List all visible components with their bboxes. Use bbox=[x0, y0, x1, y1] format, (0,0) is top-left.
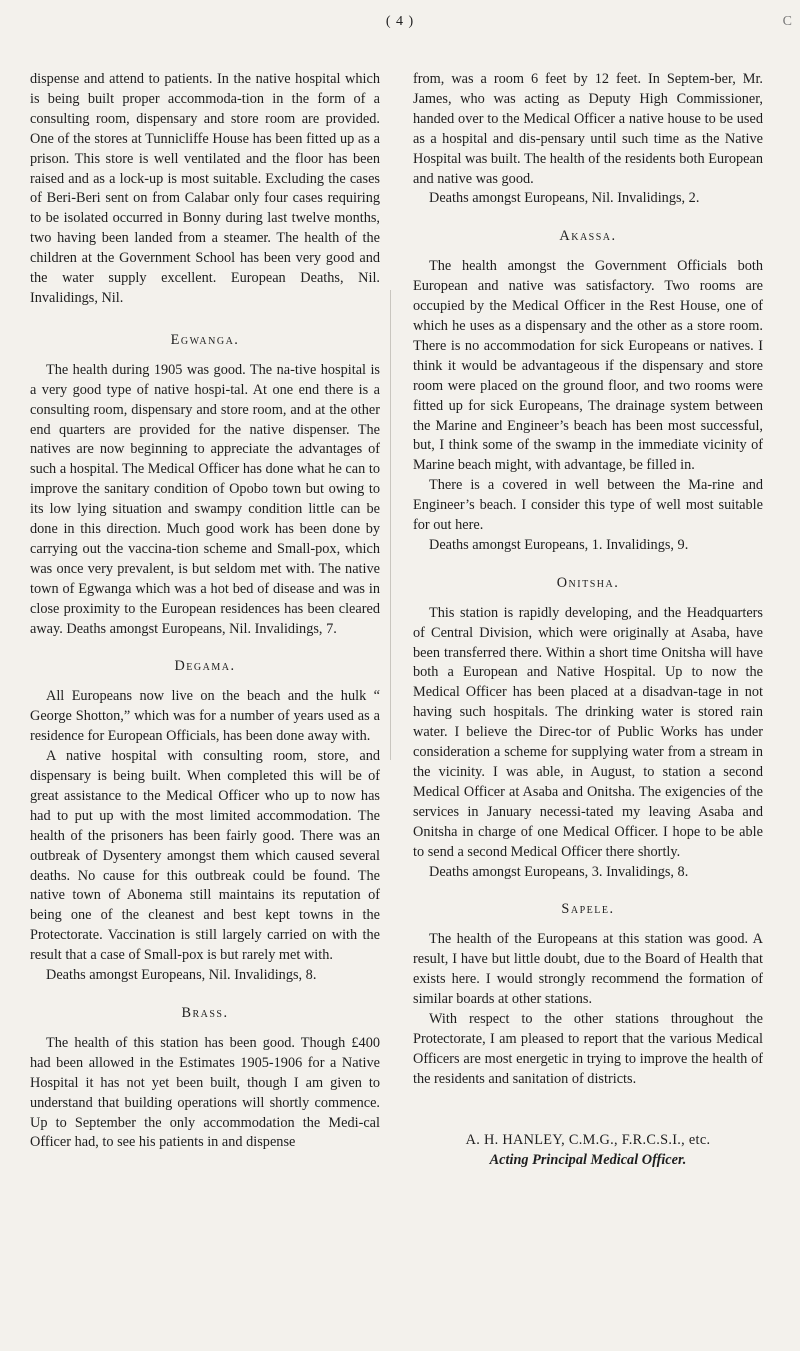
signature-title: Acting Principal Medical Officer. bbox=[489, 1151, 687, 1168]
signature-name: A. H. HANLEY, C.M.G., F.R.C.S.I., etc. bbox=[465, 1131, 711, 1148]
akassa-paragraph-1: The health amongst the Government Officials both European and native was satisfactory. Two rooms are occupied by the Medical Officer in the Rest House, one of which he uses as a dispensary and the other as a store room. There is no accommodation for sick Europeans or natives. I think it would be advantageous if the dispensary and store room were placed on the ground floor, and two rooms were fitted up for sick Europeans, The drainage system between the Marine and Engineer’s beach has been most successful, but, I think some of the swamp in the immediate vicinity of Marine beach might, with advantage, be filled in. bbox=[413, 258, 763, 474]
brass-paragraph: The health of this station has been good. Though £400 had been allowed in the Estimates 1905-1906 for a Native Hospital it has not yet been built, though I am given to understand that building operations will shortly commence. Up to September the only accommodation the Medi-cal Officer had, to see his patients in and dispense bbox=[30, 1034, 380, 1151]
right-column bbox=[413, 70, 763, 1170]
egwanga-heading: Egwanga. bbox=[170, 331, 240, 348]
onitsha-heading: Onitsha. bbox=[556, 574, 620, 591]
page-number: ( 4 ) bbox=[385, 14, 415, 29]
akassa-heading: Akassa. bbox=[559, 228, 617, 245]
onitsha-paragraph-1: This station is rapidly developing, and the Headquarters of Central Division, which were originally at Asaba, have been transferred there. Within a short time Onitsha will have both a European and Native Hospital. Up to now the Medical Officer has been placed at a disadvan-tage in not having such hospitals. The drinking water is stored rain water. I believe the Direc-tor of Public Works has under consideration a scheme for supplying water from a stream in the vicinity. I was able, in August, to station a second Medical Officer at Asaba and Onitsha. The exigencies of the services in January necessi-tated my leaving Asaba and Onitsha in charge of one Medical Officer. I hope to be able to send a second Medical Officer there shortly. bbox=[413, 604, 763, 860]
sapele-paragraph-2: With respect to the other stations throughout the Protectorate, I am pleased to report that the various Medical Officers are most energetic in trying to improve the health of the residents and sanitation of districts. bbox=[413, 1010, 763, 1087]
brass-heading: Brass. bbox=[181, 1004, 229, 1021]
egwanga-paragraph: The health during 1905 was good. The na-tive hospital is a very good type of native hospi-tal. At one end there is a consulting room, dispensary and store room, and at the other end quarters are provided for the native dispenser. The natives are now beginning to appreciate the advantages of such a hospital. The Medical Officer has done what he can to improve the sanitary condition of Opobo town but owing to its low lying situation and swampy condition little can be done in this direction. Much good work has been done by carrying out the vaccina-tion scheme and Small-pox, which was once very prevalent, is but seldom met with. The native town of Egwanga which was a hot bed of disease and was in close proximity to the European residences has been cleared away. Deaths amongst Europeans, Nil. Invalidings, 7. bbox=[30, 361, 380, 637]
sapele-paragraph-1: The health of the Europeans at this station was good. A result, I have but little doubt, due to the Board of Health that exists here. I would strongly recommend the formation of similar boards at other stations. bbox=[413, 931, 763, 1008]
brass-continued-paragraph: from, was a room 6 feet by 12 feet. In Septem-ber, Mr. James, who was acting as Deputy High Commissioner, handed over to the Medical Officer a native house to be used as a hospital and dis-pensary until such time as the Native Hospital was built. The health of the residents both European and native was good. bbox=[413, 71, 763, 187]
corner-mark: C bbox=[782, 14, 792, 29]
akassa-paragraph-2: There is a covered in well between the Ma-rine and Engineer’s beach. I consider this type of well most suitable for out here. bbox=[413, 477, 763, 534]
akassa-paragraph-3: Deaths amongst Europeans, 1. Invalidings, 9. bbox=[429, 536, 689, 553]
left-column bbox=[30, 70, 380, 1153]
column-divider bbox=[390, 290, 391, 760]
onitsha-paragraph-2: Deaths amongst Europeans, 3. Invalidings, 8. bbox=[429, 863, 689, 880]
degama-paragraph-3: Deaths amongst Europeans, Nil. Invalidings, 8. bbox=[46, 967, 317, 984]
intro-paragraph: dispense and attend to patients. In the native hospital which is being built proper accommoda-tion in the form of a consulting room, dispensary and store room are provided. One of the stores at Tunnicliffe House has been fitted up as a prison. This store is well ventilated and the floor has been raised and as a lock-up is most suitable. Excluding the cases of Beri-Beri sent on from Calabar only four cases requiring to be isolated occurred in Bonny during last twelve months, two having been landed from a steamer. The health of the children at the Government School has been very good and the water supply excellent. European Deaths, Nil. Invalidings, Nil. bbox=[30, 71, 380, 306]
degama-heading: Degama. bbox=[174, 658, 236, 675]
degama-paragraph-1: All Europeans now live on the beach and the hulk “ George Shotton,” which was for a number of years used as a residence for European Officials, has been done away with. bbox=[30, 688, 380, 745]
signature-block bbox=[413, 1130, 763, 1170]
brass-deaths-paragraph: Deaths amongst Europeans, Nil. Invalidings, 2. bbox=[429, 190, 700, 207]
sapele-heading: Sapele. bbox=[561, 901, 615, 918]
degama-paragraph-2: A native hospital with consulting room, store, and dispensary is being built. When completed this will be of great assistance to the Medical Officer who up to now has had to put up with the most limited accommodation. The health of the prisoners has been fairly good. There was an outbreak of Dysentery amongst them which caused several deaths. No cause for this outbreak could be found. The native town of Abonema still maintains its reputation of being one of the cleanest and best kept towns in the Protectorate. Vaccination is still largely carried on with the result that a case of Small-pox is but rarely met with. bbox=[30, 748, 380, 964]
